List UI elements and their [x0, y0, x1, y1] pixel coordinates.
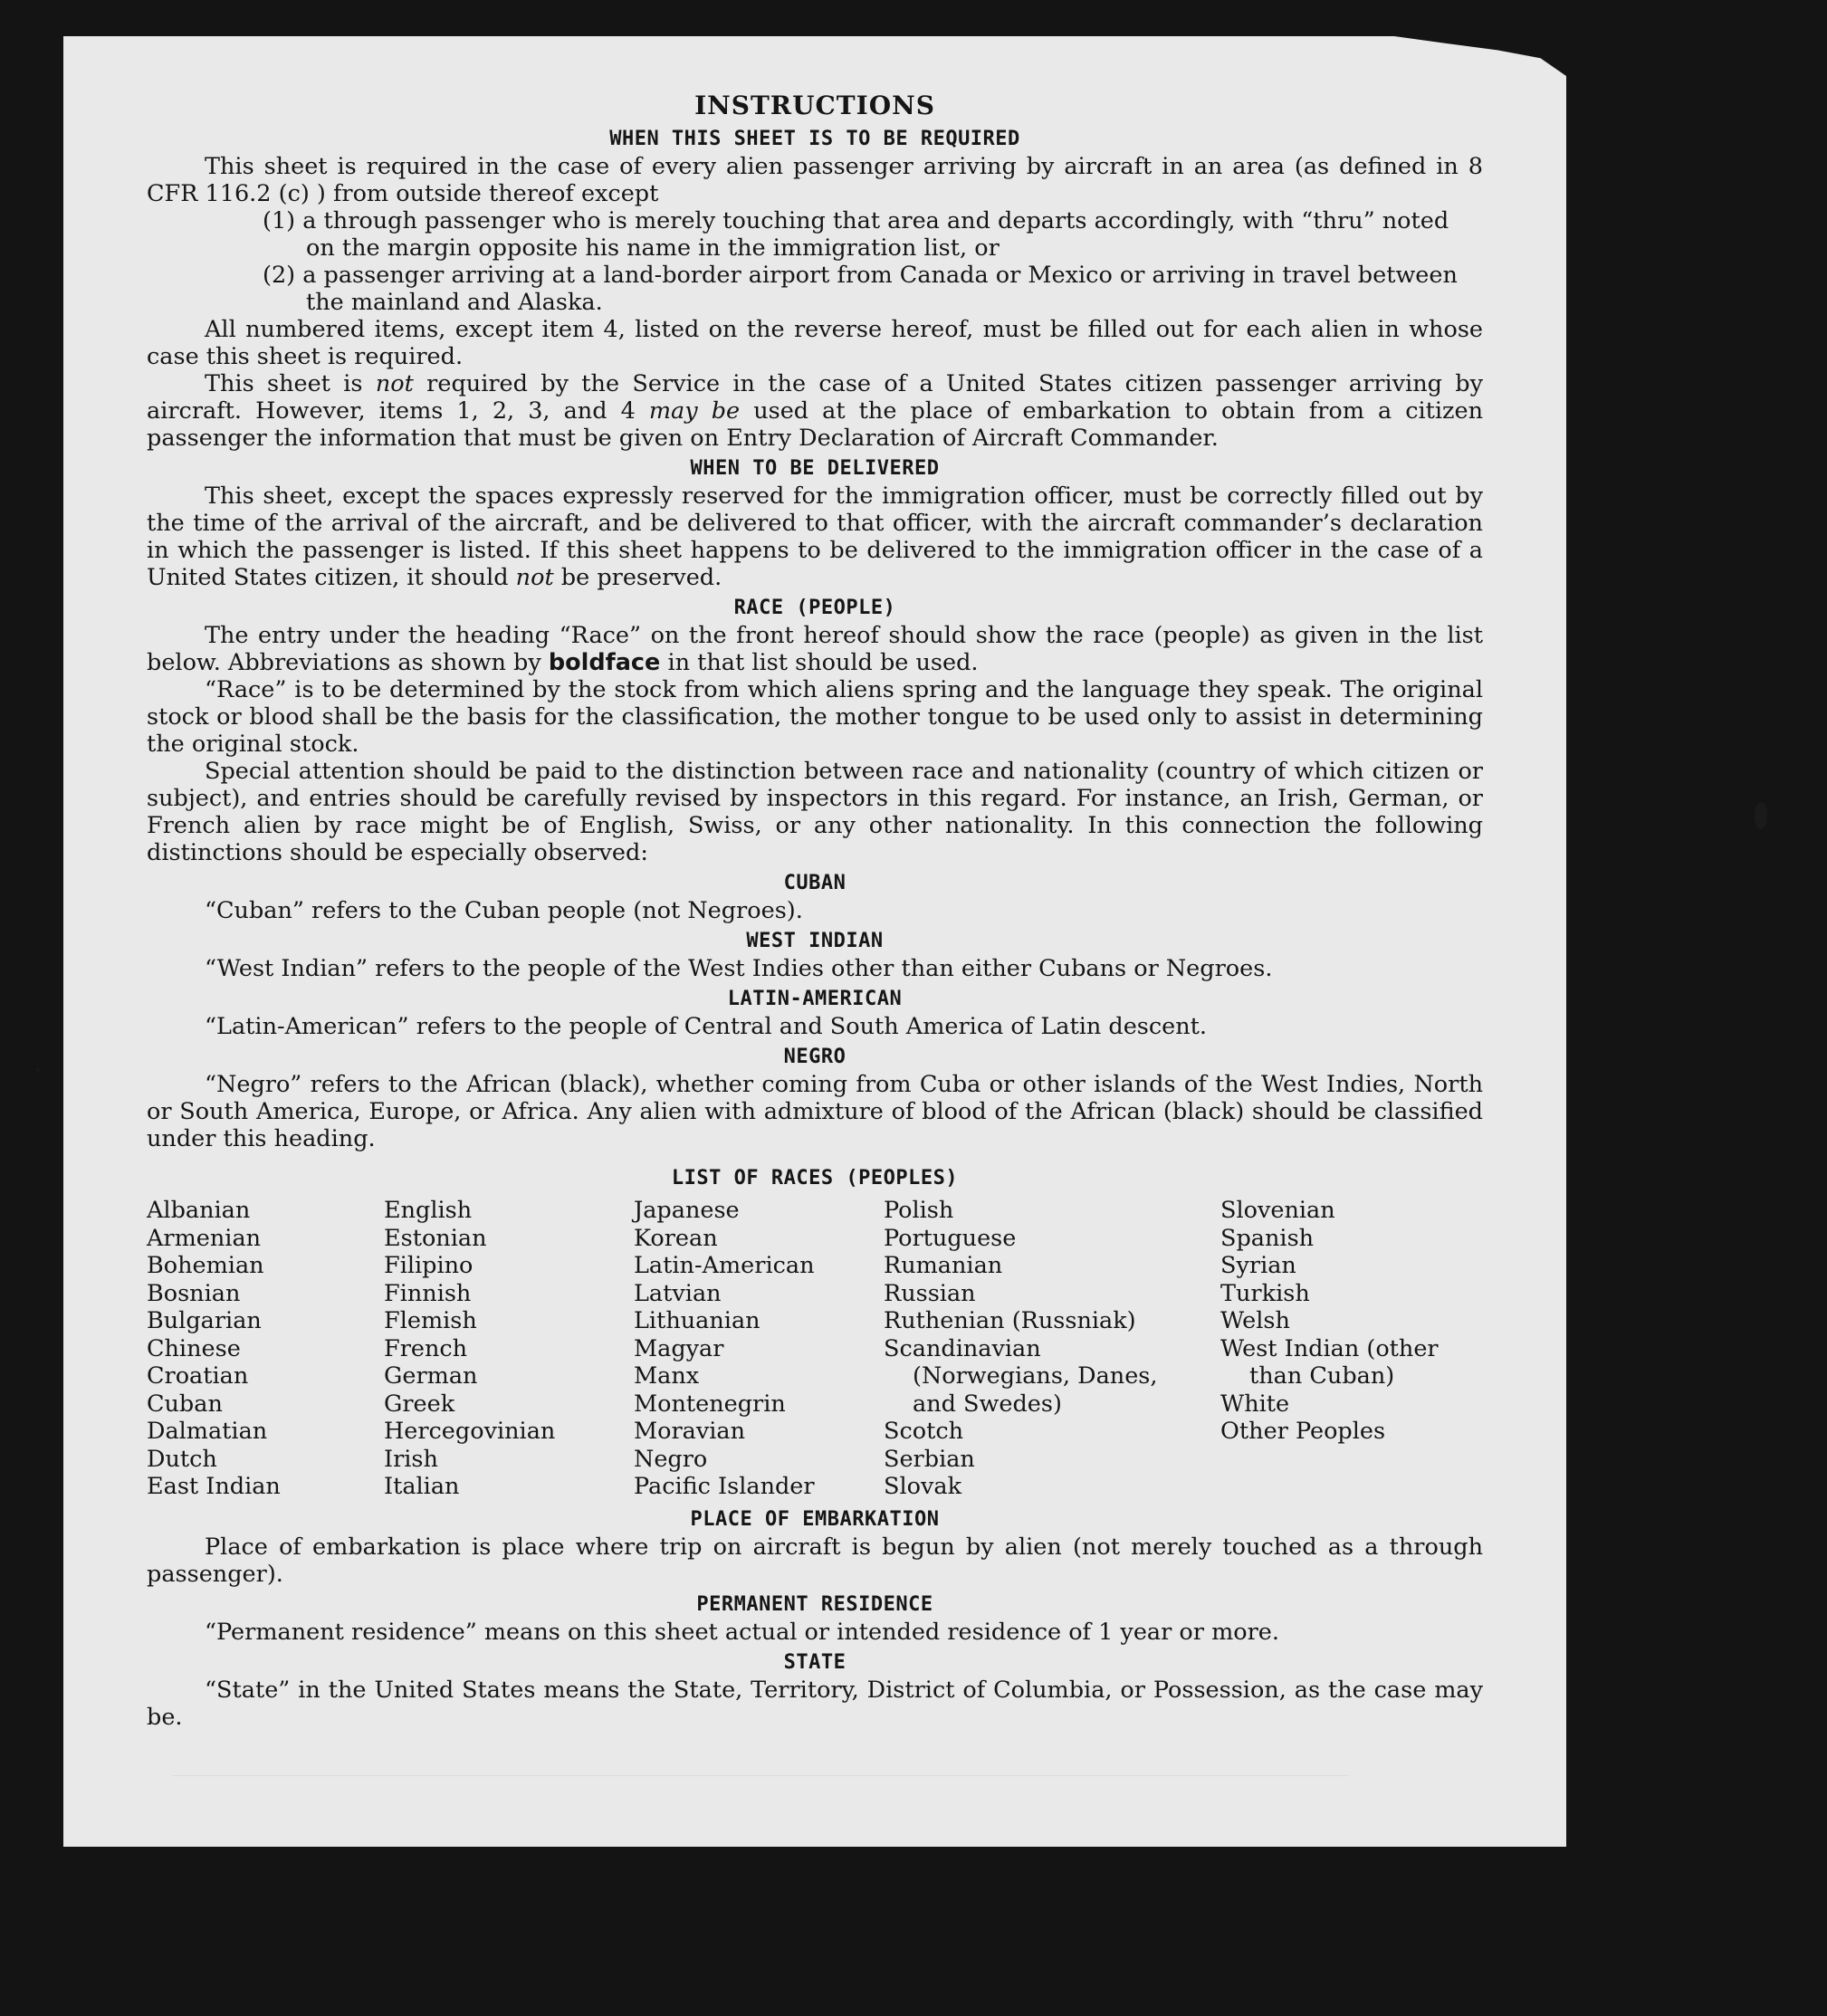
race-entry: Latin-American: [634, 1252, 815, 1279]
exception-item-1: (1) a through passenger who is merely touching that area and departs accordingly, with “thru” noted on the margin opposite his name in the immigration list, or: [263, 207, 1449, 262]
definition-negro: “Negro” refers to the African (black), whether coming from Cuba or other islands of the West Indies, North or South America, Europe, or Africa. Any alien with admixture of blood of the African (black) should be classified under this heading.: [147, 1071, 1483, 1152]
race-entry: Ruthenian (Russniak): [884, 1307, 1136, 1334]
scan-speck: [36, 1068, 40, 1072]
paragraph-race-entry-part-a: The entry under the heading “Race” on the front hereof should show the race (people) as given in the list below. Abbreviations as shown by: [147, 622, 1483, 676]
race-entry: Bosnian: [147, 1279, 241, 1307]
emphasis-not: not: [515, 564, 554, 591]
definition-permanent-residence: “Permanent residence” means on this sheet actual or intended residence of 1 year or more.: [205, 1618, 1279, 1646]
paragraph-citizen-part-b: required by the Service in the case of a United States citizen passenger arriving by aircraft. However, items 1, 2, 3, and 4: [147, 370, 1484, 425]
definition-latin-american: “Latin-American” refers to the people of Central and South America of Latin descent.: [205, 1013, 1208, 1040]
race-entry: Scotch: [884, 1418, 964, 1445]
race-entry: Bohemian: [147, 1252, 264, 1279]
race-entry: Portuguese: [884, 1224, 1017, 1252]
race-column-3: [634, 1197, 884, 1501]
race-column-5: [1220, 1197, 1483, 1501]
race-entry: Welsh: [1220, 1307, 1290, 1334]
race-entry: Japanese: [634, 1197, 740, 1224]
emphasis-boldface: boldface: [548, 649, 661, 676]
race-entry: Serbian: [884, 1445, 975, 1473]
race-entry: Slovak: [884, 1473, 962, 1500]
faint-bleedthrough: [172, 1775, 1349, 1792]
race-entry: Cuban: [147, 1390, 223, 1418]
race-entry: Spanish: [1220, 1224, 1315, 1252]
race-entry: Latvian: [634, 1279, 722, 1307]
definition-embarkation: Place of embarkation is place where trip on aircraft is begun by alien (not merely touched as a through passenger).: [147, 1533, 1483, 1588]
exception-item-2: (2) a passenger arriving at a land-border airport from Canada or Mexico or arriving in travel between the mainland and Alaska.: [263, 262, 1458, 316]
heading-race: RACE (PEOPLE): [733, 597, 896, 619]
race-entry: Pacific Islander: [634, 1473, 815, 1500]
race-entry: German: [384, 1362, 478, 1390]
race-entry: Moravian: [634, 1418, 746, 1445]
race-entry: Armenian: [147, 1224, 262, 1252]
race-entry: Bulgarian: [147, 1307, 262, 1334]
race-entry: East Indian: [147, 1473, 281, 1500]
definition-state: “State” in the United States means the State, Territory, District of Columbia, or Possession, as the case may be.: [147, 1676, 1483, 1731]
race-entry: Polish: [884, 1197, 954, 1224]
paragraph-citizen-part-c: used at the place of embarkation to obtain from a citizen passenger the information that must be given on Entry Declaration of Aircraft Commander.: [147, 397, 1484, 452]
paragraph-race-nationality: Special attention should be paid to the distinction between race and nationality (country of which citizen or subject), and entries should be carefully revised by inspectors in this regard. For instance, an Irish, German, or French alien by race might be of English, Swiss, or any other nationality. In this connection the following distinctions should be especially observed:: [147, 758, 1483, 866]
race-entry: Italian: [384, 1473, 460, 1500]
heading-place-of-embarkation: PLACE OF EMBARKATION: [690, 1507, 940, 1531]
race-entry: Chinese: [147, 1334, 241, 1362]
heading-when-required: WHEN THIS SHEET IS TO BE REQUIRED: [609, 128, 1020, 150]
scan-speck: [1755, 802, 1767, 829]
race-column-4: [884, 1197, 1220, 1501]
emphasis-may-be: may be: [648, 397, 741, 425]
race-entry: French: [384, 1334, 468, 1362]
heading-list-of-races: LIST OF RACES (PEOPLES): [671, 1167, 959, 1190]
heading-when-delivered: WHEN TO BE DELIVERED: [690, 457, 940, 480]
paragraph-required: This sheet is required in the case of every alien passenger arriving by aircraft in an area (as defined in 8 CFR 116.2 (c) ) from outside thereof except: [147, 153, 1483, 207]
page-title: INSTRUCTIONS: [694, 91, 935, 120]
heading-latin-american: LATIN-AMERICAN: [727, 988, 903, 1010]
instruction-sheet: [63, 36, 1566, 1847]
race-list: [147, 1197, 1483, 1501]
race-entry: Montenegrin: [634, 1390, 786, 1418]
heading-west-indian: WEST INDIAN: [746, 930, 884, 952]
race-entry: Croatian: [147, 1362, 249, 1390]
paragraph-numbered-items: All numbered items, except item 4, listed on the reverse hereof, must be filled out for each alien in whose case this sheet is required.: [147, 316, 1483, 370]
race-entry: Flemish: [384, 1307, 477, 1334]
race-entry: White: [1220, 1390, 1290, 1418]
race-entry: Greek: [384, 1390, 455, 1418]
paragraph-race-entry: [147, 622, 1483, 676]
race-entry: Russian: [884, 1279, 976, 1307]
heading-state: STATE: [783, 1650, 847, 1674]
race-entry: Scandinavian (Norwegians, Danes, and Swedes): [884, 1334, 1158, 1418]
torn-corner: [1394, 36, 1566, 76]
race-entry: Filipino: [384, 1252, 473, 1279]
race-entry: Korean: [634, 1224, 718, 1252]
paragraph-citizen-part-a: This sheet is: [205, 370, 376, 397]
paragraph-race-entry-part-b: in that list should be used.: [660, 649, 979, 676]
race-column-1: [147, 1197, 384, 1501]
race-entry: West Indian (other than Cuban): [1220, 1334, 1439, 1390]
race-entry: Finnish: [384, 1279, 472, 1307]
heading-permanent-residence: PERMANENT RESIDENCE: [696, 1592, 933, 1616]
race-entry: Syrian: [1220, 1252, 1296, 1279]
race-entry: Slovenian: [1220, 1197, 1335, 1224]
race-entry: Turkish: [1220, 1279, 1310, 1307]
race-entry: Other Peoples: [1220, 1418, 1386, 1445]
paragraph-delivery-part-b: be preserved.: [553, 564, 722, 591]
race-entry: English: [384, 1197, 473, 1224]
heading-cuban: CUBAN: [783, 872, 847, 894]
race-entry: Hercegovinian: [384, 1418, 556, 1445]
race-entry: Dutch: [147, 1445, 217, 1473]
emphasis-not: not: [375, 370, 414, 397]
race-entry: Lithuanian: [634, 1307, 760, 1334]
paragraph-delivery: [147, 483, 1483, 591]
race-entry: Magyar: [634, 1334, 724, 1362]
race-entry: Negro: [634, 1445, 708, 1473]
race-entry: Estonian: [384, 1224, 487, 1252]
race-entry: Manx: [634, 1362, 700, 1390]
race-entry: Dalmatian: [147, 1418, 268, 1445]
definition-cuban: “Cuban” refers to the Cuban people (not Negroes).: [205, 897, 803, 924]
heading-negro: NEGRO: [783, 1046, 847, 1068]
definition-west-indian: “West Indian” refers to the people of the West Indies other than either Cubans or Negroes.: [205, 955, 1273, 982]
paragraph-delivery-part-a: This sheet, except the spaces expressly reserved for the immigration officer, must be correctly filled out by the time of the arrival of the aircraft, and be delivered to that officer, with the aircraft commander’s declaration in which the passenger is listed. If this sheet happens to be delivered to the immigration officer in the case of a United States citizen, it should: [147, 483, 1483, 591]
race-entry: Rumanian: [884, 1252, 1003, 1279]
paragraph-race-determination: “Race” is to be determined by the stock from which aliens spring and the language they speak. The original stock or blood shall be the basis for the classification, the mother tongue to be used only to assist in determining the original stock.: [147, 676, 1483, 758]
race-entry: Irish: [384, 1445, 438, 1473]
race-column-2: [384, 1197, 634, 1501]
race-entry: Albanian: [147, 1197, 251, 1224]
paragraph-citizen: [147, 370, 1483, 452]
